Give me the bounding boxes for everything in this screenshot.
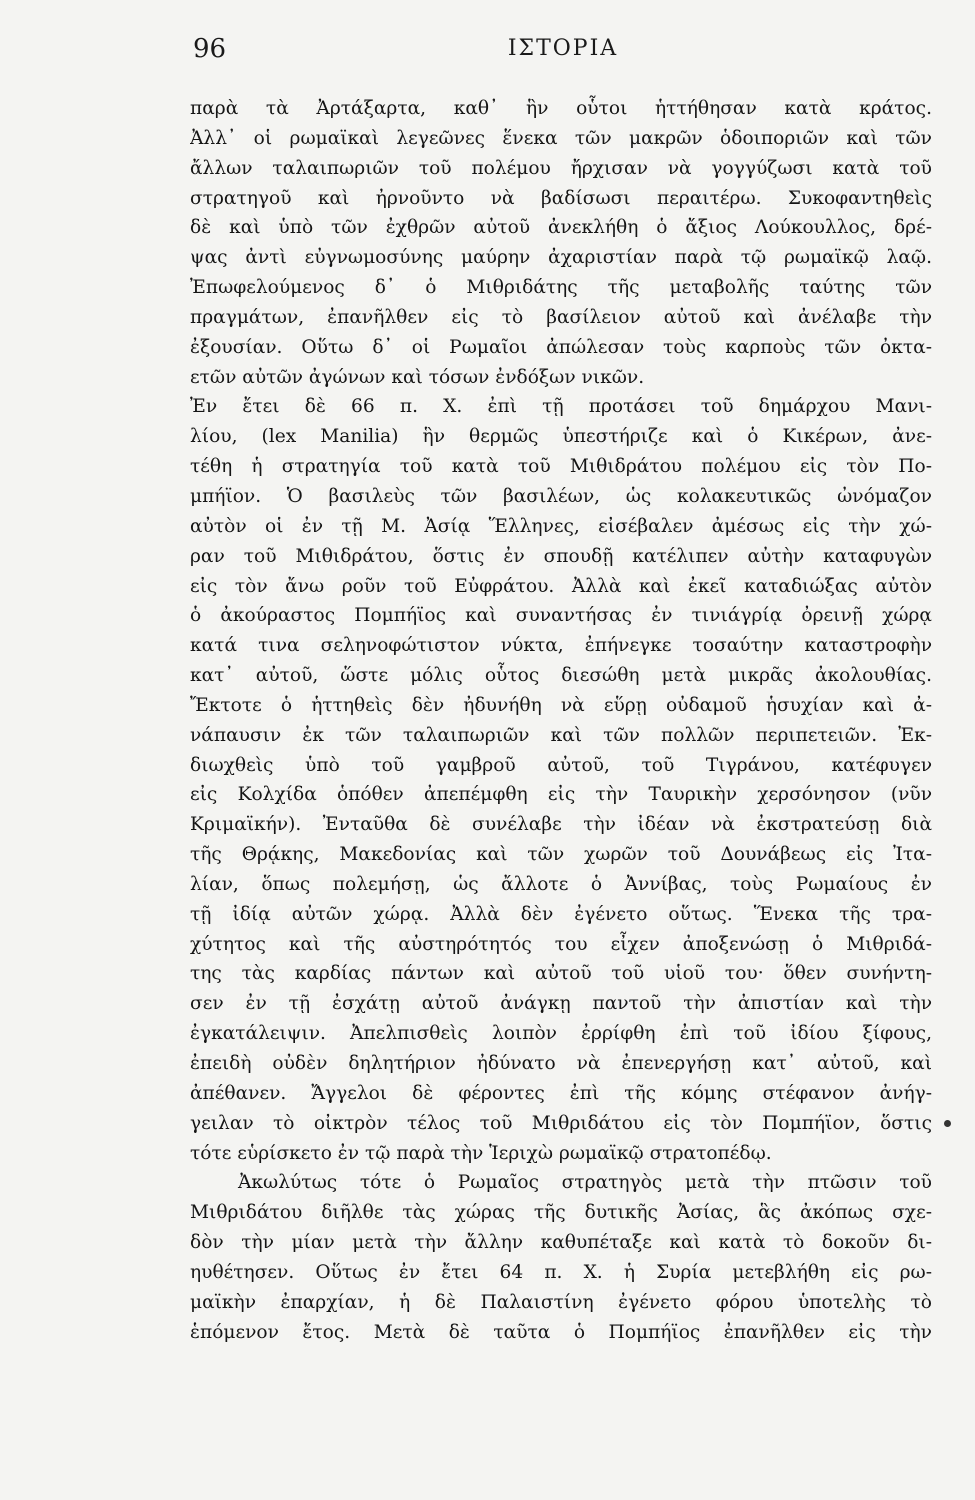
text-line: εἰς Κολχίδα ὁπόθεν ἀπεπέμφθη εἰς τὴν Ταυρικὴν χερσόνησον (νῦν	[190, 784, 932, 806]
text-line: κατ᾽ αὐτοῦ, ὥστε μόλις οὗτος διεσώθη μετὰ μικρᾶς ἀκολουθίας.	[190, 665, 932, 687]
text-line: κατά τινα σεληνοφώτιστον νύκτα, ἐπήνεγκε τοσαύτην καταστροφὴν	[190, 635, 932, 657]
text-line: δὸν τὴν μίαν μετὰ τὴν ἄλλην καθυπέταξε καὶ κατὰ τὸ δοκοῦν δι-	[190, 1232, 932, 1254]
text-line: Ἀκωλύτως τότε ὁ Ρωμαῖος στρατηγὸς μετὰ τὴν πτῶσιν τοῦ	[238, 1172, 932, 1194]
text-line: στρατηγοῦ καὶ ἠρνοῦντο νὰ βαδίσωσι περαιτέρω. Συκοφαντηθεὶς	[190, 187, 932, 209]
text-line: χύτητος καὶ τῆς αὐστηρότητός του εἶχεν ἀποξενώσῃ ὁ Μιθριδά-	[190, 933, 932, 955]
text-line: ἑπόμενον ἔτος. Μετὰ δὲ ταῦτα ὁ Πομπήϊος ἐπανῆλθεν εἰς τὴν	[190, 1321, 932, 1343]
text-line: Ἔκτοτε ὁ ἡττηθεὶς δὲν ἠδυνήθη νὰ εὕρῃ οὐδαμοῦ ἡσυχίαν καὶ ἀ-	[190, 694, 932, 716]
text-line: τέθη ἡ στρατηγία τοῦ κατὰ τοῦ Μιθιδράτου πολέμου εἰς τὸν Πο-	[190, 456, 932, 478]
page-header	[193, 34, 933, 74]
text-line: τῆς Θρᾴκης, Μακεδονίας καὶ τῶν χωρῶν τοῦ Δουνάβεως εἰς Ἰτα-	[190, 844, 932, 866]
text-line: ἐγκατάλειψιν. Ἀπελπισθεὶς λοιπὸν ἐρρίφθη ἐπὶ τοῦ ἰδίου ξίφους,	[190, 1023, 932, 1045]
text-line: εἰς τὸν ἄνω ροῦν τοῦ Εὐφράτου. Ἀλλὰ καὶ ἐκεῖ καταδιώξας αὐτὸν	[190, 575, 932, 597]
text-line: ετῶν αὐτῶν ἀγώνων καὶ τόσων ἐνδόξων νικῶν.	[190, 366, 645, 388]
text-line: μαϊκὴν ἐπαρχίαν, ἡ δὲ Παλαιστίνη ἐγένετο φόρου ὑποτελὴς τὸ	[190, 1291, 932, 1313]
text-line: ἐπειδὴ οὐδὲν δηλητήριον ἠδύνατο νὰ ἐπενεργήσῃ κατ᾽ αὐτοῦ, καὶ	[190, 1053, 932, 1074]
body-text	[190, 94, 932, 1347]
text-line: ἄλλων ταλαιπωριῶν τοῦ πολέμου ἤρχισαν νὰ γογγύζωσι κατὰ τοῦ	[190, 157, 932, 179]
margin-ink-dot	[944, 1120, 951, 1127]
text-line: λίαν, ὅπως πολεμήσῃ, ὡς ἄλλοτε ὁ Ἀννίβας, τοὺς Ρωμαίους ἐν	[190, 873, 932, 895]
text-line: λίου, (lex Manilia) ἣν θερμῶς ὑπεστήριζε καὶ ὁ Κικέρων, ἀνε-	[190, 426, 932, 448]
text-line: Μιθριδάτου διῆλθε τὰς χώρας τῆς δυτικῆς Ἀσίας, ἃς ἀκόπως σχε-	[190, 1202, 932, 1224]
text-line: Ἐπωφελούμενος δ᾽ ὁ Μιθριδάτης τῆς μεταβολῆς ταύτης τῶν	[190, 277, 932, 299]
text-line: διωχθεὶς ὑπὸ τοῦ γαμβροῦ αὐτοῦ, τοῦ Τιγράνου, κατέφυγεν	[190, 754, 932, 776]
text-line: πραγμάτων, ἐπανῆλθεν εἰς τὸ βασίλειον αὐτοῦ καὶ ἀνέλαβε τὴν	[190, 306, 932, 328]
text-line: ηυθέτησεν. Οὕτως ἐν ἔτει 64 π. Χ. ἡ Συρία μετεβλήθη εἰς ρω-	[190, 1261, 932, 1283]
text-line: νάπαυσιν ἐκ τῶν ταλαιπωριῶν καὶ τῶν πολλῶν περιπετειῶν. Ἐκ-	[190, 724, 932, 746]
text-line: ἐξουσίαν. Οὕτω δ᾽ οἱ Ρωμαῖοι ἀπώλεσαν τοὺς καρποὺς τῶν ὀκτα-	[190, 336, 932, 358]
text-line: παρὰ τὰ Ἀρτάξαρτα, καθ᾽ ἣν οὗτοι ἡττήθησαν κατὰ κράτος.	[190, 98, 932, 119]
text-line: τῇ ἰδίᾳ αὐτῶν χώρᾳ. Ἀλλὰ δὲν ἐγένετο οὕτως. Ἕνεκα τῆς τρα-	[190, 903, 932, 925]
text-line: ψας ἀντὶ εὐγνωμοσύνης μαύρην ἀχαριστίαν παρὰ τῷ ρωμαϊκῷ λαῷ.	[190, 247, 932, 269]
text-line: ἀπέθανεν. Ἄγγελοι δὲ φέροντες ἐπὶ τῆς κόμης στέφανον ἀνήγ-	[190, 1082, 932, 1104]
page-number: 96	[193, 34, 227, 64]
text-line: της τὰς καρδίας πάντων καὶ αὐτοῦ τοῦ υἱοῦ του· ὅθεν συνήντη-	[190, 963, 932, 985]
text-line: αὐτὸν οἱ ἐν τῇ Μ. Ἀσίᾳ Ἕλληνες, εἰσέβαλεν ἀμέσως εἰς τὴν χώ-	[190, 515, 932, 537]
text-line: γειλαν τὸ οἰκτρὸν τέλος τοῦ Μιθριδάτου εἰς τὸν Πομπήϊον, ὅστις	[190, 1112, 932, 1134]
text-line: μπήϊον. Ὁ βασιλεὺς τῶν βασιλέων, ὡς κολακευτικῶς ὠνόμαζον	[190, 485, 932, 507]
text-line: ὁ ἀκούραστος Πομπήϊος καὶ συναντήσας ἐν τινιάγρίᾳ ὀρεινῇ χώρᾳ	[190, 605, 932, 627]
running-title: ΙΣΤΟΡΙΑ	[507, 36, 619, 61]
text-line: Ἀλλ᾽ οἱ ρωμαϊκαὶ λεγεῶνες ἕνεκα τῶν μακρῶν ὁδοιποριῶν καὶ τῶν	[190, 127, 932, 149]
text-line: τότε εὑρίσκετο ἐν τῷ παρὰ τὴν Ἱεριχὼ ρωμαϊκῷ στρατοπέδῳ.	[190, 1142, 772, 1164]
text-line: Ἐν ἔτει δὲ 66 π. Χ. ἐπὶ τῇ προτάσει τοῦ δημάρχου Μανι-	[190, 396, 932, 418]
text-line: ραν τοῦ Μιθιδράτου, ὅστις ἐν σπουδῇ κατέλιπεν αὐτὴν καταφυγὼν	[190, 545, 932, 567]
text-line: δὲ καὶ ὑπὸ τῶν ἐχθρῶν αὐτοῦ ἀνεκλήθη ὁ ἄξιος Λούκουλλος, δρέ-	[190, 217, 932, 239]
text-line: σεν ἐν τῇ ἐσχάτῃ αὐτοῦ ἀνάγκῃ παντοῦ τὴν ἀπιστίαν καὶ τὴν	[190, 993, 932, 1015]
text-line: Κριμαϊκήν). Ἐνταῦθα δὲ συνέλαβε τὴν ἰδέαν νὰ ἐκστρατεύσῃ διὰ	[190, 814, 932, 836]
